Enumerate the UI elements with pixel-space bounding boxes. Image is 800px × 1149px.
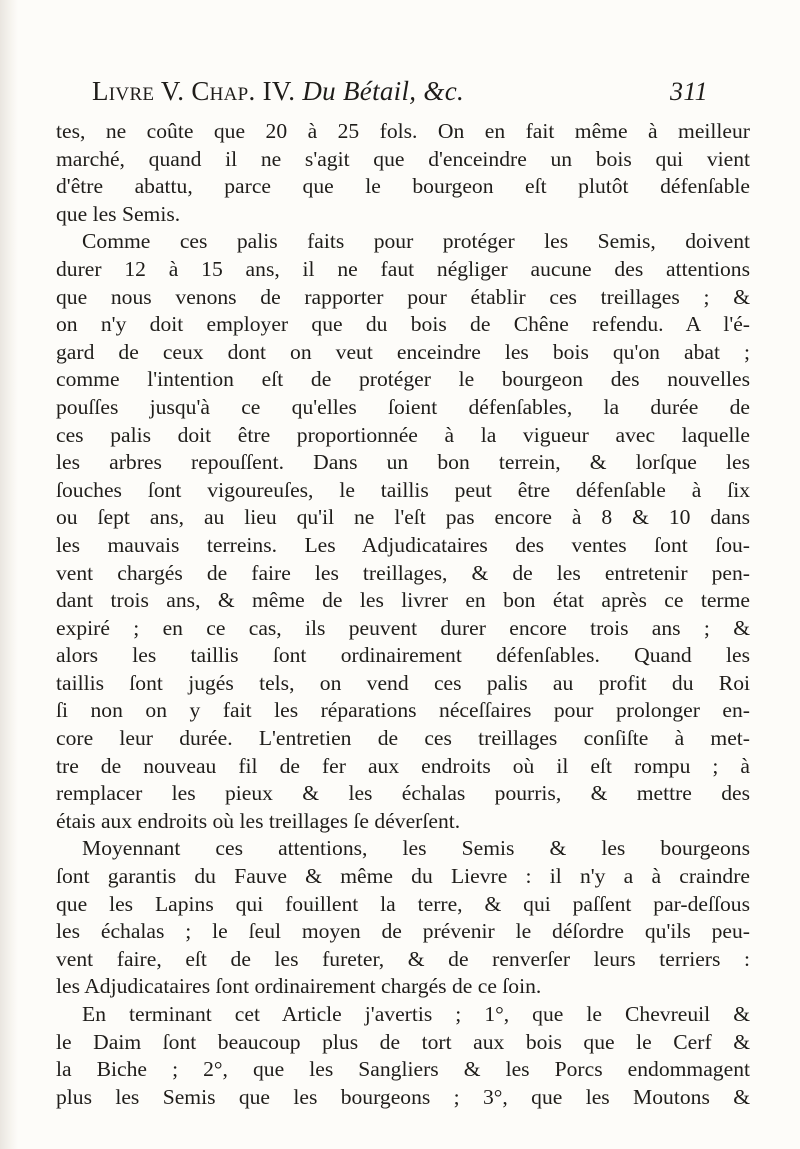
text-line: les arbres repouſſent. Dans un bon terrein, & lorſque les xyxy=(56,450,750,475)
text-line: dant trois ans, & même de les livrer en bon état après ce terme xyxy=(56,588,750,613)
text-line: taillis ſont jugés tels, on vend ces palis au profit du Roi xyxy=(56,670,750,695)
running-head-subject: Du Bétail, &c. xyxy=(302,76,465,106)
text-line: plus les Semis que les bourgeons ; 3°, que les Moutons & xyxy=(56,1084,750,1109)
text-line: vent faire, eſt de les fureter, & de renverſer leurs terriers : xyxy=(56,946,750,971)
text-line: tes, ne coûte que 20 à 25 fols. On en fait même à meilleur xyxy=(56,119,750,143)
text-line: ces palis doit être proportionnée à la vigueur avec laquelle xyxy=(56,422,750,447)
running-head-book: Livre V. xyxy=(92,76,185,106)
text-line: étais aux endroits où les treillages ſe déverſent. xyxy=(56,808,461,833)
text-line: core leur durée. L'entretien de ces treillages conſiſte à met- xyxy=(56,726,750,751)
text-line: que nous venons de rapporter pour établir ces treillages ; & xyxy=(56,284,750,309)
text-line: le Daim ſont beaucoup plus de tort aux bois que le Cerf & xyxy=(56,1029,750,1054)
body-text xyxy=(56,118,750,1111)
page-number: 311 xyxy=(670,77,708,106)
text-line: les Adjudicataires ſont ordinairement chargés de ce ſoin. xyxy=(56,974,542,999)
running-head-chapter: Chap. IV. xyxy=(191,76,296,106)
text-line: alors les taillis ſont ordinairement défenſables. Quand les xyxy=(56,643,750,668)
running-head xyxy=(92,76,708,116)
text-line: ſouches ſont vigoureuſes, le taillis peut être défenſable à ſix xyxy=(56,477,750,502)
text-line: ſont garantis du Fauve & même du Lievre : il n'y a à craindre xyxy=(56,864,750,889)
text-line: expiré ; en ce cas, ils peuvent durer encore trois ans ; & xyxy=(56,615,750,640)
text-line: ou ſept ans, au lieu qu'il ne l'eſt pas encore à 8 & 10 dans xyxy=(56,505,750,530)
text-line: marché, quand il ne s'agit que d'enceindre un bois qui vient xyxy=(56,146,750,171)
text-line: gard de ceux dont on veut enceindre les bois qu'on abat ; xyxy=(56,339,750,364)
running-head-title xyxy=(92,76,464,107)
text-line: Moyennant ces attentions, les Semis & les bourgeons xyxy=(82,836,750,861)
text-line: on n'y doit employer que du bois de Chêne refendu. A l'é- xyxy=(56,312,750,337)
text-line: les échalas ; le ſeul moyen de prévenir le déſordre qu'ils peu- xyxy=(56,919,750,944)
text-line: que les Semis. xyxy=(56,201,181,226)
text-line: vent chargés de faire les treillages, & de les entretenir pen- xyxy=(56,560,750,585)
text-line: d'être abattu, parce que le bourgeon eſt plutôt défenſable xyxy=(56,174,750,199)
text-line: que les Lapins qui fouillent la terre, & qui paſſent par-deſſous xyxy=(56,891,750,916)
page-gutter-shadow xyxy=(0,0,18,1149)
text-line: durer 12 à 15 ans, il ne faut négliger aucune des attentions xyxy=(56,256,750,281)
text-line: tre de nouveau fil de fer aux endroits où il eſt rompu ; à xyxy=(56,753,750,778)
text-line: En terminant cet Article j'avertis ; 1°, que le Chevreuil & xyxy=(82,1002,750,1026)
text-line: Comme ces palis faits pour protéger les Semis, doivent xyxy=(82,229,750,254)
text-line: pouſſes jusqu'à ce qu'elles ſoient défenſables, la durée de xyxy=(56,394,750,419)
text-line: les mauvais terreins. Les Adjudicataires des ventes ſont ſou- xyxy=(56,532,750,557)
text-line: comme l'intention eſt de protéger le bourgeon des nouvelles xyxy=(56,367,750,392)
text-line: remplacer les pieux & les échalas pourris, & mettre des xyxy=(56,781,750,806)
text-line: ſi non on y fait les réparations néceſſaires pour prolonger en- xyxy=(56,698,750,723)
text-line: la Biche ; 2°, que les Sangliers & les Porcs endommagent xyxy=(56,1057,750,1082)
